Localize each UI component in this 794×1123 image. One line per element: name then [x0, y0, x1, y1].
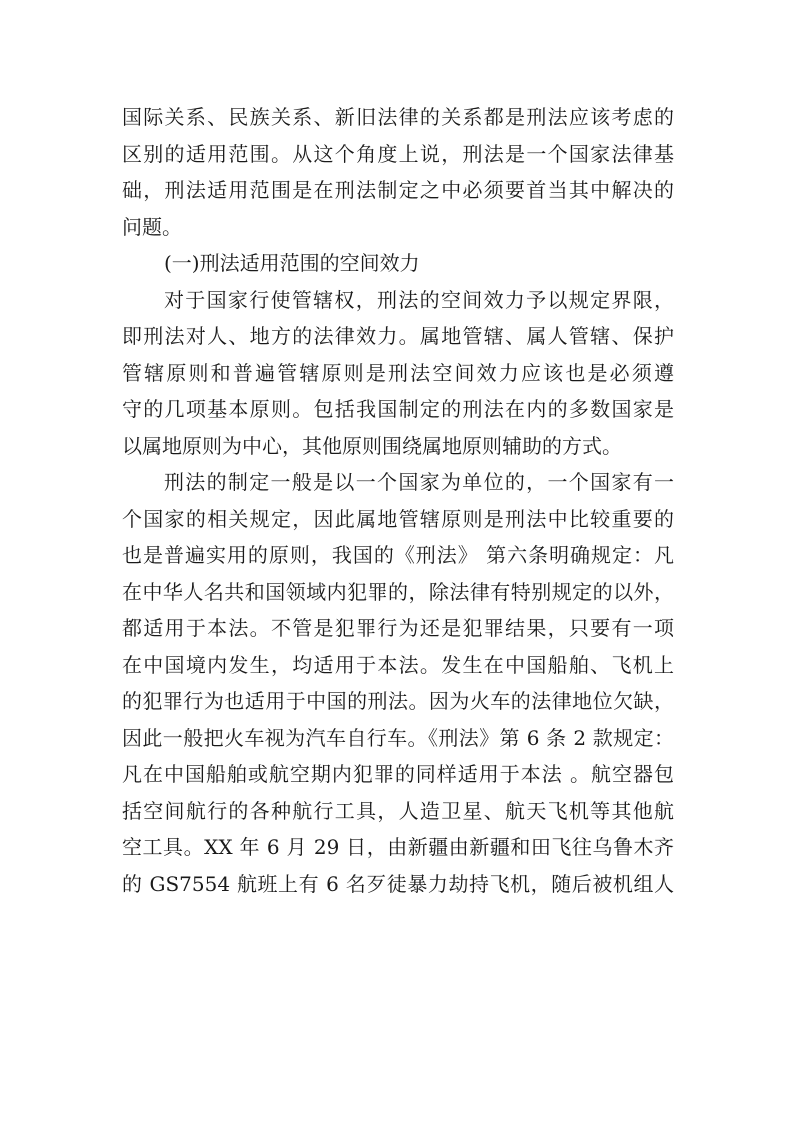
text-line: 都适用于本法。不管是犯罪行为还是犯罪结果，只要有一项 [122, 616, 674, 640]
text-line: 括空间航行的各种航行工具，人造卫星、航天飞机等其他航 [122, 798, 674, 823]
document-body [122, 99, 674, 902]
text-line: 在中华人名共和国领域内犯罪的，除法律有特别规定的以外， [122, 579, 674, 604]
text-line: 础，刑法适用范围是在刑法制定之中必须要首当其中解决的 [122, 178, 674, 202]
paragraph-1 [122, 99, 674, 245]
text-line: 问题。 [122, 214, 182, 239]
paragraph-3 [122, 464, 674, 902]
text-line: 凡在中国船舶或航空期内犯罪的同样适用于本法 。航空器包 [122, 762, 674, 786]
text-line: 守的几项基本原则。包括我国制定的刑法在内的多数国家是 [122, 397, 674, 421]
paragraph-2 [122, 282, 674, 465]
text-line: 在中国境内发生，均适用于本法。发生在中国船舶、飞机上 [122, 652, 674, 677]
text-line: 因此一般把火车视为汽车自行车。《刑法》第 6 条 2 款规定： [122, 725, 674, 750]
text-line: 区别的适用范围。从这个角度上说，刑法是一个国家法律基 [122, 141, 674, 166]
text-line: 即刑法对人、地方的法律效力。属地管辖、属人管辖、保护 [122, 324, 674, 348]
section-heading [122, 245, 674, 282]
text-line: 管辖原则和普遍管辖原则是刑法空间效力应该也是必须遵 [122, 360, 674, 385]
text-line: 也是普遍实用的原则，我国的《刑法》 第六条明确规定：凡 [122, 543, 674, 567]
text-line: 空工具。XX 年 6 月 29 日，由新疆由新疆和田飞往乌鲁木齐 [122, 835, 674, 859]
text-line: 的犯罪行为也适用于中国的刑法。因为火车的法律地位欠缺， [122, 689, 674, 713]
text-line: 国际关系、民族关系、新旧法律的关系都是刑法应该考虑的 [122, 105, 674, 129]
heading-line: (一)刑法适用范围的空间效力 [164, 251, 420, 275]
text-line: 刑法的制定一般是以一个国家为单位的，一个国家有一 [164, 470, 674, 494]
text-line: 的 GS7554 航班上有 6 名歹徒暴力劫持飞机，随后被机组人 [122, 871, 674, 896]
text-line: 对于国家行使管辖权，刑法的空间效力予以规定界限， [164, 287, 674, 312]
text-line: 以属地原则为中心，其他原则围绕属地原则辅助的方式。 [122, 433, 622, 458]
text-line: 个国家的相关规定，因此属地管辖原则是刑法中比较重要的 [122, 506, 674, 531]
